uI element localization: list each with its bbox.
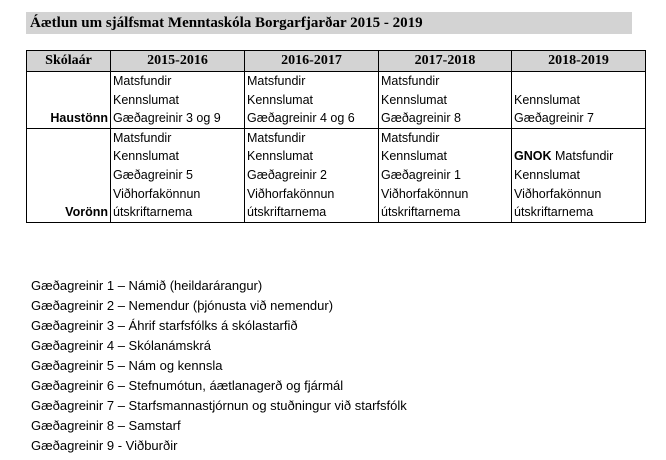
cell-line: útskriftarnema — [514, 205, 594, 220]
gnok-label: GNOK — [514, 149, 552, 164]
cell-line: Kennslumat — [113, 149, 180, 164]
cell-line: Matsfundir — [381, 130, 440, 145]
legend-item: Gæðagreinir 7 – Starfsmannastjórnun og stuðningur við starfsfólk — [31, 398, 407, 413]
legend-item: Gæðagreinir 9 - Viðburðir — [31, 438, 178, 453]
evaluation-plan-table — [26, 50, 646, 223]
cell-line: Matsfundir — [247, 74, 306, 88]
legend-item: Gæðagreinir 8 – Samstarf — [31, 418, 181, 433]
cell-line: Viðhorfakönnun — [247, 186, 335, 201]
cell-line: útskriftarnema — [381, 205, 461, 220]
table-row-autumn — [27, 72, 646, 129]
header-school-year: Skólaár — [27, 51, 111, 72]
cell-line: Gæðagreinir 2 — [247, 167, 327, 182]
cell-line: Matsfundir — [381, 74, 440, 88]
legend-item: Gæðagreinir 6 – Stefnumótun, áætlanagerð og fjármál — [31, 378, 344, 393]
cell-line: útskriftarnema — [247, 205, 327, 220]
cell-autumn-2017-2018 — [379, 72, 512, 129]
cell-line: Gæðagreinir 4 og 6 — [247, 111, 355, 126]
table-header-row — [27, 51, 646, 72]
cell-line: Viðhorfakönnun — [381, 186, 469, 201]
cell-line: Gæðagreinir 1 — [381, 167, 461, 182]
cell-spring-2017-2018 — [379, 128, 512, 222]
cell-line: Kennslumat — [381, 92, 448, 107]
cell-line: Kennslumat — [113, 92, 180, 107]
cell-line: Kennslumat — [381, 149, 448, 164]
header-2015-2016: 2015-2016 — [111, 51, 245, 72]
cell-spring-2018-2019 — [512, 128, 646, 222]
cell-line: útskriftarnema — [113, 205, 193, 220]
cell-line: Kennslumat — [247, 92, 314, 107]
row-label-spring: Vorönn — [27, 128, 111, 222]
cell-line: Viðhorfakönnun — [514, 186, 602, 201]
cell-autumn-2015-2016 — [111, 72, 245, 129]
legend-item: Gæðagreinir 2 – Nemendur (þjónusta við nemendur) — [31, 298, 334, 313]
cell-spring-2015-2016 — [111, 128, 245, 222]
cell-line: Matsfundir — [113, 130, 172, 145]
cell-line: Gæðagreinir 8 — [381, 111, 461, 126]
cell-line: Gæðagreinir 7 — [514, 111, 594, 126]
legend-item: Gæðagreinir 1 – Námið (heildarárangur) — [31, 278, 263, 293]
cell-line: Gæðagreinir 3 og 9 — [113, 111, 221, 126]
legend-item: Gæðagreinir 3 – Áhrif starfsfólks á skólastarfið — [31, 318, 298, 333]
cell-line: Kennslumat — [514, 167, 581, 182]
cell-line: Kennslumat — [514, 92, 581, 107]
document-title: Áætlun um sjálfsmat Menntaskóla Borgarfjarðar 2015 - 2019 — [26, 12, 632, 34]
cell-autumn-2018-2019 — [512, 72, 646, 129]
legend-item: Gæðagreinir 5 – Nám og kennsla — [31, 358, 223, 373]
cell-line: Kennslumat — [247, 149, 314, 164]
legend-item: Gæðagreinir 4 – Skólanámskrá — [31, 338, 211, 353]
table-row-spring — [27, 128, 646, 222]
cell-line: Viðhorfakönnun — [113, 186, 201, 201]
header-2017-2018: 2017-2018 — [379, 51, 512, 72]
cell-line — [514, 147, 643, 166]
cell-line: Matsfundir — [247, 130, 306, 145]
header-2018-2019: 2018-2019 — [512, 51, 646, 72]
header-2016-2017: 2016-2017 — [245, 51, 379, 72]
cell-autumn-2016-2017 — [245, 72, 379, 129]
cell-line-text: Matsfundir — [554, 149, 614, 164]
row-label-autumn: Haustönn — [27, 72, 111, 129]
cell-line: Matsfundir — [113, 74, 172, 88]
cell-spring-2016-2017 — [245, 128, 379, 222]
cell-line: Gæðagreinir 5 — [113, 167, 193, 182]
quality-indicator-legend — [31, 276, 407, 456]
